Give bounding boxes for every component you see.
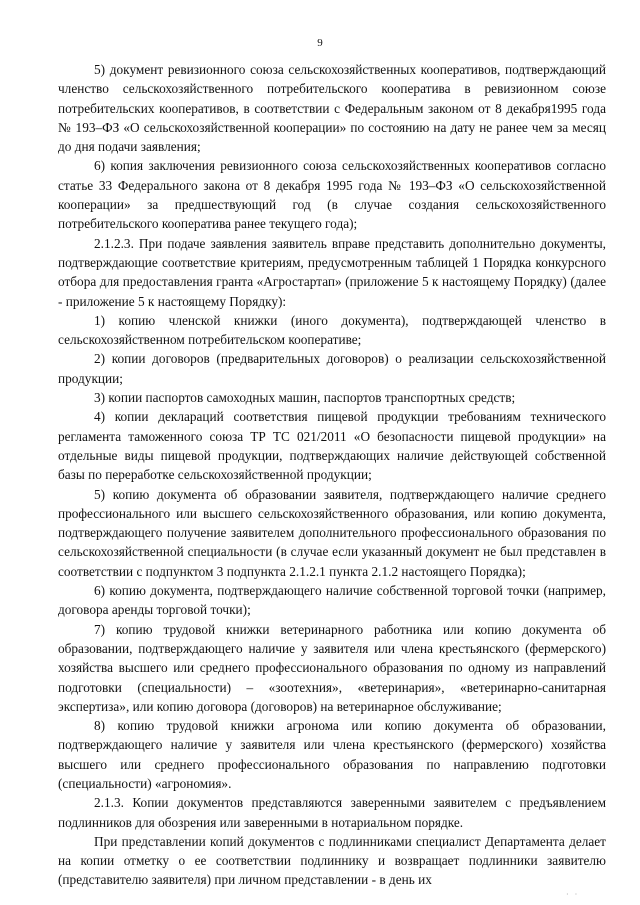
paragraph-2-1-2-3-additional-documents: 2.1.2.3. При подаче заявления заявитель вправе представить дополнительно документы, подтверждающие соответствие критериям, предусмотренным таблицей 1 Порядка конкурсного отбора для предоставления гранта «Агростартап» (приложение 5 к настоящему Порядку) (далее - приложение 5 к настоящему Порядку):: [58, 235, 606, 309]
document-body: [58, 60, 606, 890]
paragraph-item-3-vehicle-passports: 3) копии паспортов самоходных машин, паспортов транспортных средств;: [94, 390, 516, 406]
paragraph-item-4-conformity-declarations: 4) копии деклараций соответствия пищевой продукции требованиям технического регламента таможенного союза ТР ТС 021/2011 «О безопасности пищевой продукции» на отдельные виды пищевой продукции, подтверждающих наличие действующей собственной базы по переработке сельскохозяйственной продукции;: [58, 409, 606, 483]
page-number: 9: [317, 37, 323, 49]
paragraph-item-5-revision-union-document: 5) документ ревизионного союза сельскохозяйственных кооперативов, подтверждающий членство сельскохозяйственного потребительского кооператива в ревизионном союзе потребительских кооперативов, в соответствии с Федеральным законом от 8 декабря1995 года № 193–ФЗ «О сельскохозяйственной кооперации» по состоянию на дату не ранее чем за месяц до дня подачи заявления;: [58, 62, 606, 155]
paragraph-item-6-trade-point-document: 6) копию документа, подтверждающего наличие собственной торговой точки (например, договора аренды торговой точки);: [58, 583, 606, 618]
paragraph-2-1-3-certified-copies: 2.1.3. Копии документов представляются заверенными заявителем с предъявлением подлинников для обозрения или заверенными в нотариальном порядке.: [58, 795, 606, 830]
scan-artifact-marks: · ·: [566, 890, 580, 899]
paragraph-item-6-revision-conclusion-copy: 6) копия заключения ревизионного союза сельскохозяйственных кооперативов согласно статье 33 Федерального закона от 8 декабря 1995 года № 193–ФЗ «О сельскохозяйственной кооперации» за предшествующий год (в случае создания сельскохозяйственного потребительского кооператива ранее текущего года);: [58, 158, 606, 232]
paragraph-item-8-agronomist-document: 8) копию трудовой книжки агронома или копию документа об образовании, подтверждающего наличие у заявителя или члена крестьянского (фермерского) хозяйства высшего или среднего профессионального образования по направлению подготовки (специальности) «агрономия».: [58, 718, 606, 791]
paragraph-item-1-membership-book: 1) копию членской книжки (иного документа), подтверждающей членство в сельскохозяйственном потребительском кооперативе;: [58, 312, 606, 348]
paragraph-item-2-sales-contracts: 2) копии договоров (предварительных договоров) о реализации сельскохозяйственной продукции;: [58, 351, 606, 386]
paragraph-item-5-education-document: 5) копию документа об образовании заявителя, подтверждающего наличие среднего профессионального или высшего сельскохозяйственного образования, или копию документа, подтверждающего получение заявителем дополнительного профессионального образования по сельскохозяйственной специальности (в случае если указанный документ не был представлен в соответствии с подпунктом 3 подпункта 2.1.2.1 пункта 2.1.2 настоящего Порядка);: [58, 486, 606, 579]
paragraph-copy-verification: При представлении копий документов с подлинниками специалист Департамента делает на копии отметку о ее соответствии подлиннику и возвращает подлинники заявителю (представителю заявителя) при личном представлении - в день их: [58, 833, 606, 888]
paragraph-item-7-veterinary-document: 7) копию трудовой книжки ветеринарного работника или копию документа об образовании, подтверждающего наличие у заявителя или члена крестьянского (фермерского) хозяйства высшего или среднего профессионального образования по одному из направлений подготовки (специальности) – «зоотехния», «ветеринария», «ветеринарно-санитарная экспертиза», или копию договора (договоров) на ветеринарное обслуживание;: [58, 621, 606, 714]
